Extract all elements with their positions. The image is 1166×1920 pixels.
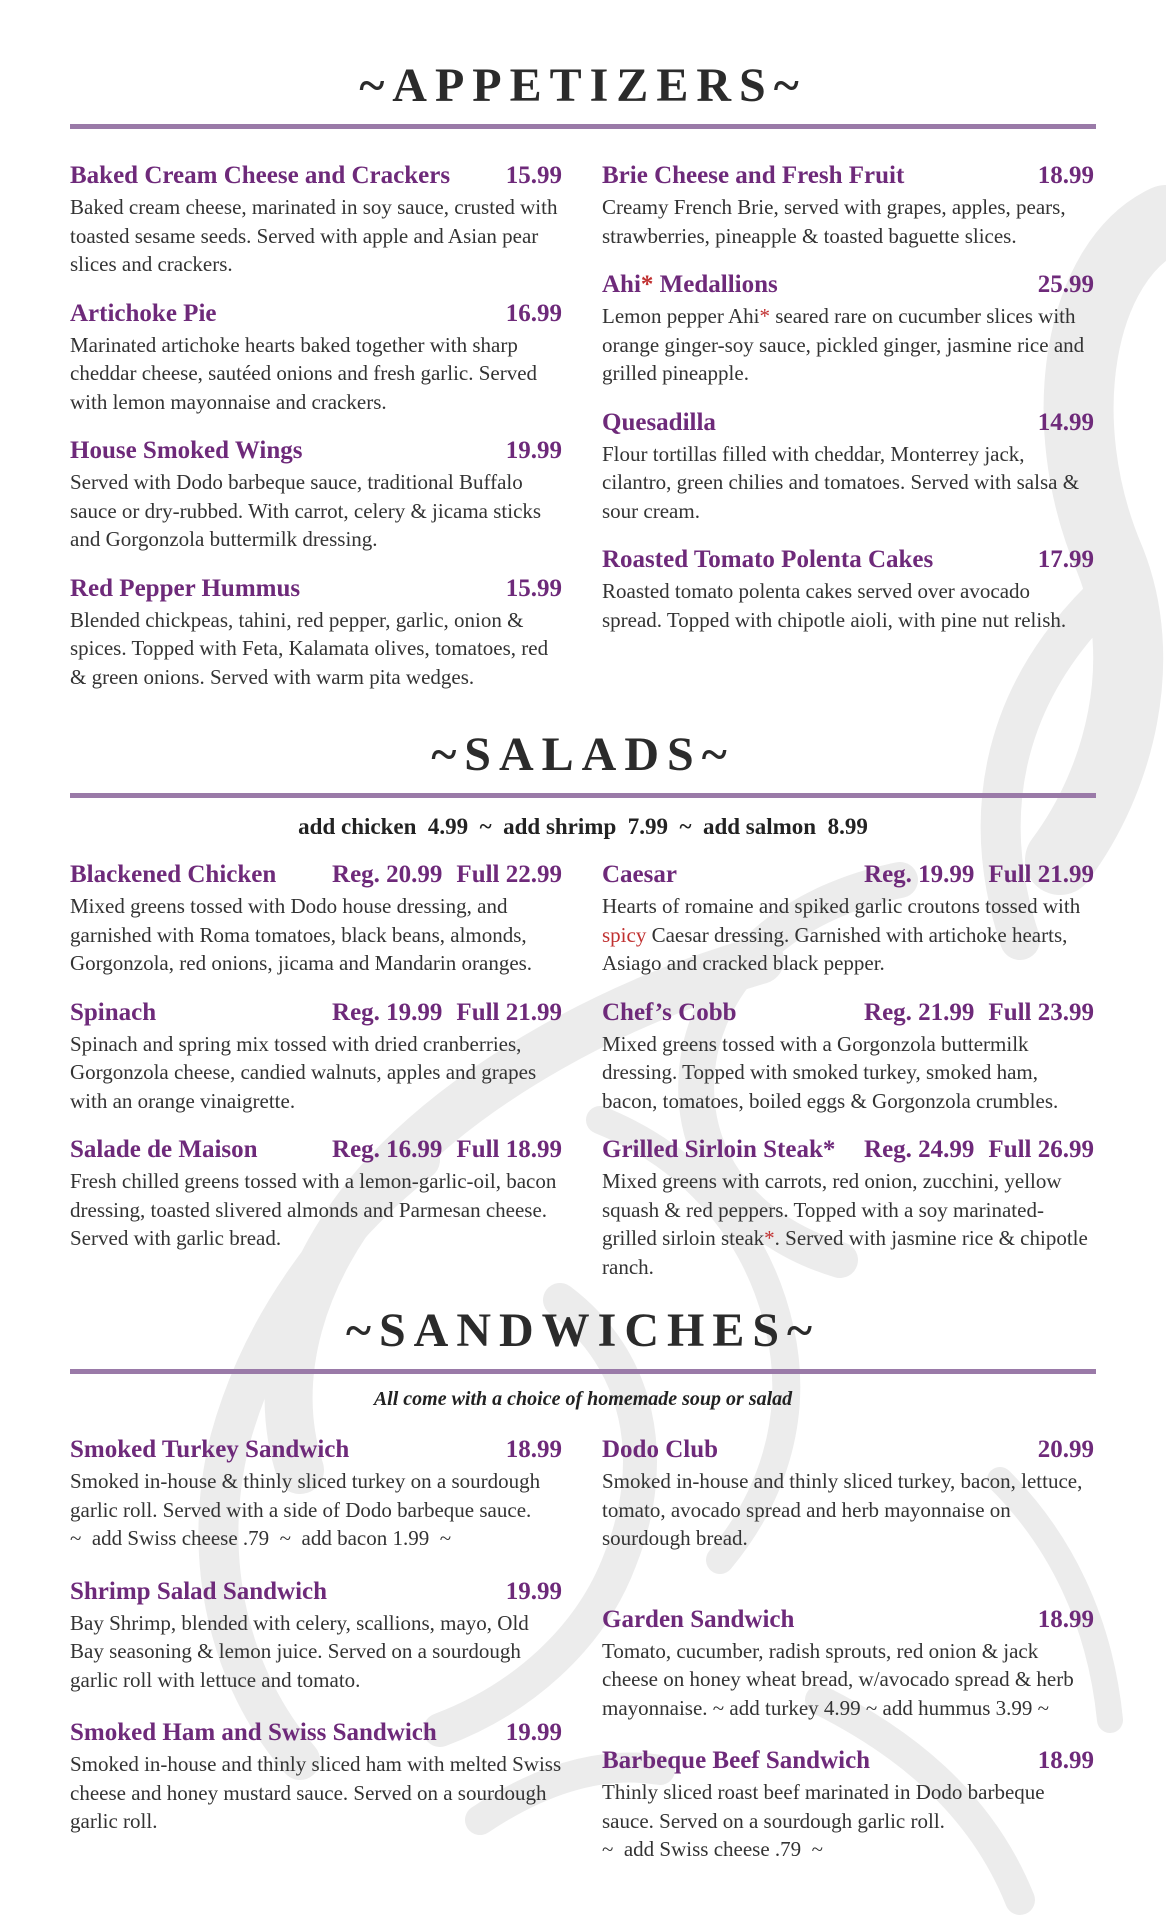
- item-name: Smoked Ham and Swiss Sandwich: [70, 1719, 437, 1746]
- item-name: Brie Cheese and Fresh Fruit: [602, 162, 905, 189]
- item-price-regular: Reg. 19.99: [332, 998, 443, 1026]
- menu-item: [70, 998, 562, 1116]
- item-addons: ~ add Swiss cheese .79 ~: [602, 1837, 824, 1861]
- item-price: 17.99: [1037, 546, 1094, 573]
- sandwich-note: All come with a choice of homemade soup or salad: [373, 1388, 793, 1410]
- sandwiches-section: [70, 1281, 1096, 1864]
- item-name: Caesar: [602, 861, 677, 888]
- appetizers-section: [70, 0, 1096, 691]
- item-price: 19.99: [505, 1719, 562, 1746]
- salad-addons: add chicken 4.99 ~ add shrimp 7.99 ~ add salmon 8.99: [298, 814, 868, 839]
- menu-item: [70, 1718, 562, 1836]
- item-name: Barbeque Beef Sandwich: [602, 1747, 871, 1774]
- menu-item: [602, 408, 1094, 526]
- item-name: House Smoked Wings: [70, 437, 303, 464]
- spicy-label: spicy: [602, 922, 647, 947]
- item-price: 19.99: [505, 1577, 562, 1605]
- appetizers-title: ~APPETIZERS~: [359, 59, 807, 112]
- menu-item: [602, 545, 1094, 634]
- salads-title: ~SALADS~: [431, 728, 735, 781]
- item-description: Roasted tomato polenta cakes served over avocado spread. Topped with chipotle aioli, with pine nut relish.: [602, 579, 1067, 632]
- raw-warning-marker: *: [822, 1136, 836, 1163]
- item-description: Spinach and spring mix tossed with dried cranberries, Gorgonzola cheese, candied walnuts, apples and grapes with an orange vinaigrette.: [70, 1031, 537, 1113]
- appetizers-divider: [70, 124, 1096, 129]
- item-description: Bay Shrimp, blended with celery, scallions, mayo, Old Bay seasoning & lemon juice. Served on a sourdough garlic roll with lettuce and tomato.: [70, 1610, 529, 1692]
- item-price-full: Full 21.99: [456, 998, 562, 1026]
- item-description: Smoked in-house and thinly sliced turkey, bacon, lettuce, tomato, avocado spread and herb mayonnaise on sourdough bread.: [602, 1469, 1083, 1550]
- item-name: Roasted Tomato Polenta Cakes: [602, 546, 934, 573]
- item-price: 18.99: [505, 1436, 562, 1463]
- item-price: 18.99: [1037, 1747, 1094, 1774]
- item-description: Fresh chilled greens tossed with a lemon-garlic-oil, bacon dressing, toasted slivered almonds and Parmesan cheese. Served with garlic bread.: [70, 1169, 557, 1250]
- item-description: Baked cream cheese, marinated in soy sauce, crusted with toasted sesame seeds. Served with apple and Asian pear slices and crackers.: [70, 195, 558, 276]
- item-name: Red Pepper Hummus: [70, 574, 301, 602]
- item-description: Creamy French Brie, served with grapes, apples, pears, strawberries, pineapple & toasted baguette slices.: [602, 195, 1066, 248]
- item-name: Grilled Sirloin Steak*: [602, 1136, 836, 1163]
- item-name: Garden Sandwich: [602, 1605, 795, 1633]
- item-description: Flour tortillas filled with cheddar, Monterrey jack, cilantro, green chilies and tomatoes. Served with salsa & sour cream.: [602, 441, 1080, 523]
- item-name: Quesadilla: [602, 408, 716, 436]
- menu-item: [70, 299, 562, 417]
- menu-item: [70, 161, 562, 279]
- menu-item: [602, 1435, 1094, 1553]
- menu-item: [602, 1746, 1094, 1864]
- item-description: Mixed greens tossed with Dodo house dressing, and garnished with Roma tomatoes, black beans, almonds, Gorgonzola, red onions, jicama and Mandarin oranges.: [70, 894, 533, 975]
- item-price: 15.99: [505, 162, 562, 189]
- item-name: Chef’s Cobb: [602, 998, 737, 1026]
- menu-item: [70, 1577, 562, 1695]
- menu-item: [70, 1135, 562, 1253]
- menu-item: [70, 1435, 562, 1553]
- item-description: Smoked in-house and thinly sliced ham with melted Swiss cheese and honey mustard sauce. Served on a sourdough garlic roll.: [70, 1752, 562, 1833]
- item-price-full: Full 22.99: [456, 861, 562, 888]
- raw-warning-marker: *: [759, 304, 770, 328]
- raw-warning-marker: *: [764, 1226, 775, 1250]
- item-description: Mixed greens with carrots, red onion, zucchini, yellow squash & red peppers. Topped with a soy marinated-grilled sirloin steak*. Served with jasmine rice & chipotle ranch.: [602, 1169, 1088, 1279]
- item-price: 18.99: [1037, 162, 1094, 189]
- item-name: Blackened Chicken: [70, 861, 277, 888]
- menu-item: [70, 860, 562, 978]
- item-price: 18.99: [1037, 1605, 1094, 1633]
- item-price-regular: Reg. 16.99: [332, 1136, 443, 1163]
- menu-item: [602, 161, 1094, 250]
- menu-item: [70, 436, 562, 554]
- item-price-full: Full 23.99: [988, 998, 1094, 1026]
- item-price: 15.99: [505, 574, 562, 602]
- menu-item: [602, 860, 1094, 978]
- item-price: 14.99: [1037, 408, 1094, 436]
- item-description: Hearts of romaine and spiked garlic croutons tossed with spicy Caesar dressing. Garnished with artichoke hearts, Asiago and cracked black pepper.: [602, 894, 1081, 975]
- sandwiches-title: ~SANDWICHES~: [346, 1304, 820, 1357]
- item-description: Tomato, cucumber, radish sprouts, red onion & jack cheese on honey wheat bread, w/avocado spread & herb mayonnaise. ~ add turkey 4.99 ~ add hummus 3.99 ~: [602, 1638, 1074, 1720]
- item-name: Artichoke Pie: [70, 299, 217, 327]
- menu-item: [602, 1135, 1094, 1281]
- item-price: 20.99: [1037, 1436, 1094, 1463]
- salads-section: [70, 691, 1096, 1281]
- item-description: Blended chickpeas, tahini, red pepper, garlic, onion & spices. Topped with Feta, Kalamata olives, tomatoes, red & green onions. Served with warm pita wedges.: [70, 607, 549, 689]
- item-price: 16.99: [505, 299, 562, 327]
- item-price: 19.99: [505, 437, 562, 464]
- menu-item: [602, 1605, 1094, 1723]
- item-description: Marinated artichoke hearts baked together with sharp cheddar cheese, sautéed onions and fresh garlic. Served with lemon mayonnaise and crackers.: [70, 332, 538, 414]
- item-price-regular: Reg. 21.99: [864, 998, 975, 1026]
- item-price-regular: Reg. 20.99: [332, 861, 443, 888]
- item-description: Mixed greens tossed with a Gorgonzola buttermilk dressing. Topped with smoked turkey, smoked ham, bacon, tomatoes, boiled eggs & Gorgonzola crumbles.: [602, 1031, 1059, 1113]
- raw-warning-marker: *: [640, 271, 654, 298]
- menu-item: [70, 574, 562, 692]
- item-name: Spinach: [70, 998, 157, 1026]
- item-price-full: Full 18.99: [456, 1136, 562, 1163]
- sandwiches-divider: [70, 1369, 1096, 1374]
- item-name: Smoked Turkey Sandwich: [70, 1436, 350, 1463]
- item-price-regular: Reg. 19.99: [864, 861, 975, 888]
- item-price-regular: Reg. 24.99: [864, 1136, 975, 1163]
- item-name: Dodo Club: [602, 1436, 719, 1463]
- item-description: Lemon pepper Ahi* seared rare on cucumber slices with orange ginger-soy sauce, pickled ginger, jasmine rice and grilled pineapple.: [602, 304, 1085, 385]
- item-price-full: Full 26.99: [988, 1136, 1094, 1163]
- salads-divider: [70, 793, 1096, 798]
- item-price-full: Full 21.99: [988, 861, 1094, 888]
- menu-item: [602, 998, 1094, 1116]
- item-description: Served with Dodo barbeque sauce, traditional Buffalo sauce or dry-rubbed. With carrot, celery & jicama sticks and Gorgonzola buttermilk dressing.: [70, 470, 542, 551]
- item-name: Salade de Maison: [70, 1136, 258, 1163]
- item-name: Ahi* Medallions: [602, 271, 778, 298]
- item-name: Shrimp Salad Sandwich: [70, 1577, 328, 1605]
- item-addons: ~ add Swiss cheese .79 ~ add bacon 1.99 ~: [70, 1526, 452, 1550]
- item-name: Baked Cream Cheese and Crackers: [70, 162, 451, 189]
- item-description: Smoked in-house & thinly sliced turkey on a sourdough garlic roll. Served with a side of Dodo barbeque sauce.: [70, 1469, 541, 1522]
- item-description: Thinly sliced roast beef marinated in Dodo barbeque sauce. Served on a sourdough garlic roll.: [602, 1780, 1045, 1833]
- menu-item: [602, 270, 1094, 388]
- item-price: 25.99: [1037, 271, 1094, 298]
